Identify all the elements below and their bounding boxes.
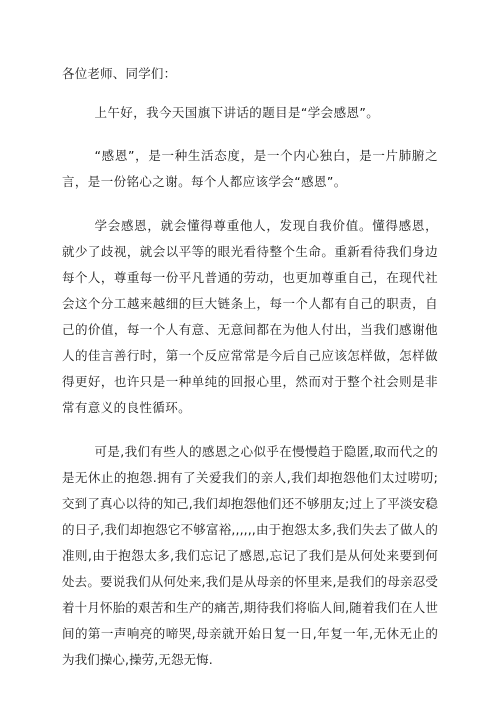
speech-document (62, 64, 438, 691)
paragraph-greeting: 上午好，我今天国旗下讲话的题目是“学会感恩”。 (94, 105, 380, 120)
paragraph-complaints: 可是,我们有些人的感恩之心似乎在慢慢趋于隐匿,取而代之的是无休止的抱怨.拥有了关爱我们的亲人,我们却抱怨他们太过唠叨;交到了真心以待的知己,我们却抱怨他们还不够朋友;过上了平淡安稳的日子,我们却抱怨它不够富裕,,,,,,由于抱怨太多,我们失去了做人的准则,由于抱怨太多,我们忘记了感恩,忘记了我们是从何处来要到何处去。要说我们从何处来,我们是从母亲的怀里来,是我们的母亲忍受着十月怀胎的艰苦和生产的痛苦,期待我们将临人间,随着我们在人世间的第一声响亮的啼哭,母亲就开始日复一日,年复一年,无休无止的为我们操心,操劳,无怨无悔. (62, 444, 438, 667)
paragraph-definition: “感恩”，是一种生活态度，是一个内心独白，是一片肺腑之言，是一份铭心之谢。每个人都应该学会“感恩”。 (62, 148, 438, 189)
salutation: 各位老师、同学们： (62, 66, 177, 81)
paragraph-learning-gratitude: 学会感恩，就会懂得尊重他人，发现自我价值。懂得感恩，就少了歧视，就会以平等的眼光看待整个生命。重新看待我们身边每个人，尊重每一份平凡普通的劳动，也更加尊重自己，在现代社会这个分工越来越细的巨大链条上，每一个人都有自己的职责，自己的价值，每一个人有意、无意间都在为他人付出，当我们感谢他人的佳言善行时，第一个反应常常是今后自己应该怎样做，怎样做得更好，也许只是一种单纯的回报心里，然而对于整个社会则是非常有意义的良性循环。 (62, 218, 438, 415)
